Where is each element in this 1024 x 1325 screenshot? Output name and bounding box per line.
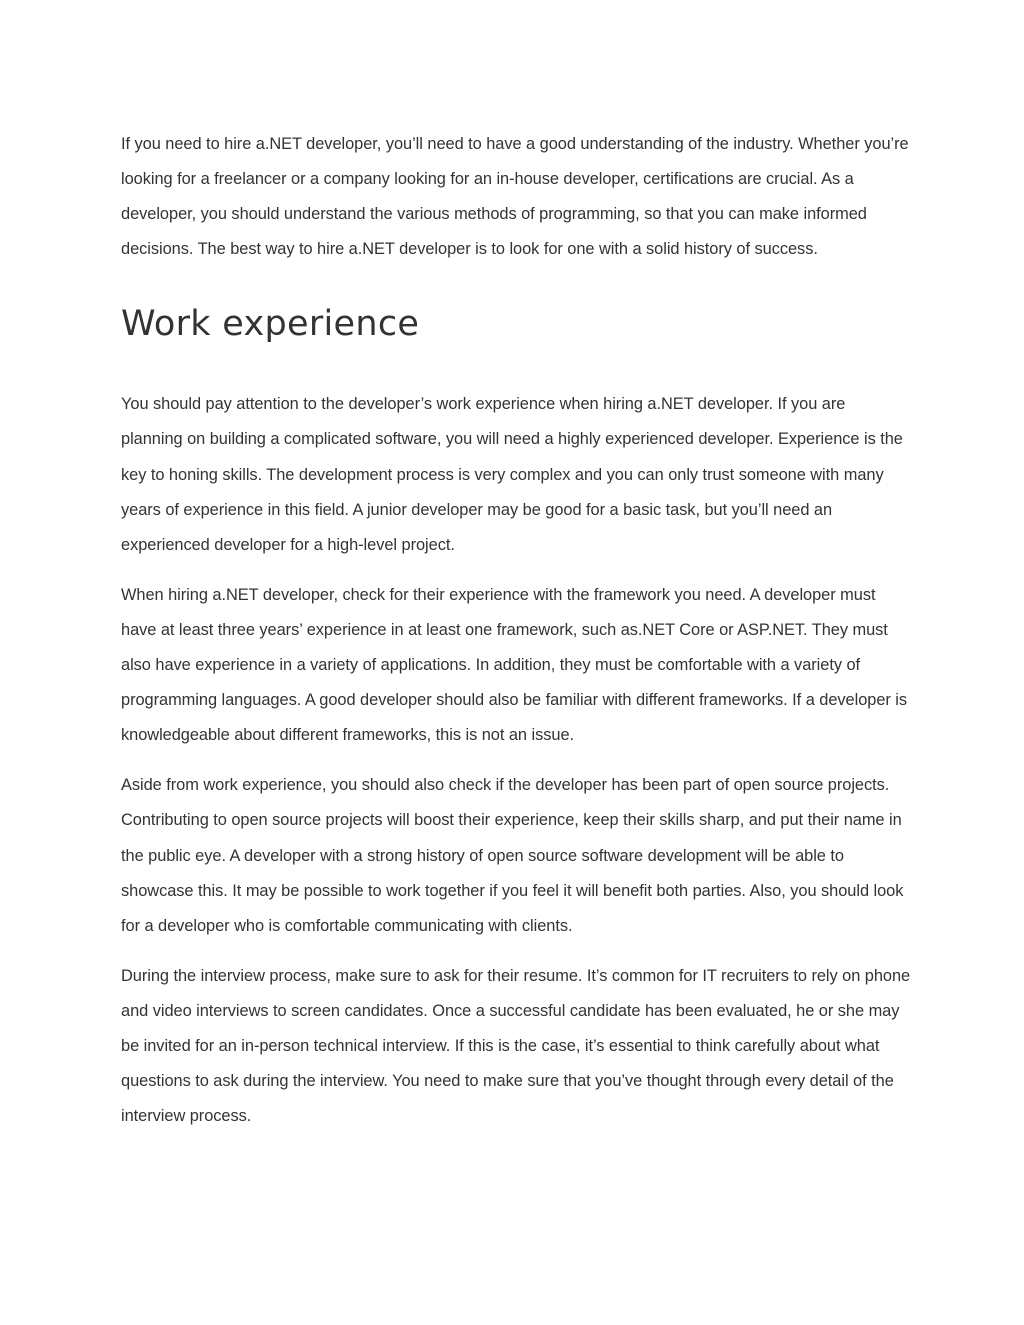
- document-page: [121, 127, 911, 1134]
- section-heading-work-experience: Work experience: [121, 304, 420, 345]
- body-paragraph: You should pay attention to the developer’s work experience when hiring a.NET developer. If you are planning on building a complicated software, you will need a highly experienced developer. Experience is the key to honing skills. The development process is very complex and you can only trust someone with many years of experience in this field. A junior developer may be good for a basic task, but you’ll need an experienced developer for a high-level project.: [121, 395, 903, 554]
- body-paragraph: During the interview process, make sure to ask for their resume. It’s common for IT recruiters to rely on phone and video interviews to screen candidates. Once a successful candidate has been evaluated, he or she may be invited for an in-person technical interview. If this is the case, it’s essential to think carefully about what questions to ask during the interview. You need to make sure that you’ve thought through every detail of the interview process.: [121, 966, 911, 1126]
- body-paragraph: Aside from work experience, you should also check if the developer has been part of open source projects. Contributing to open source projects will boost their experience, keep their skills sharp, and put their name in the public eye. A developer with a strong history of open source software development will be able to showcase this. It may be possible to work together if you feel it will benefit both parties. Also, you should look for a developer who is comfortable communicating with clients.: [121, 776, 904, 935]
- intro-paragraph: If you need to hire a.NET developer, you’ll need to have a good understanding of the industry. Whether you’re looking for a freelancer or a company looking for an in-house developer, certifications are crucial. As a developer, you should understand the various methods of programming, so that you can make informed decisions. The best way to hire a.NET developer is to look for one with a solid history of success.: [121, 135, 909, 259]
- body-paragraph: When hiring a.NET developer, check for their experience with the framework you need. A developer must have at least three years’ experience in at least one framework, such as.NET Core or ASP.NET. They must also have experience in a variety of applications. In addition, they must be comfortable with a variety of programming languages. A good developer should also be familiar with different frameworks. If a developer is knowledgeable about different frameworks, this is not an issue.: [121, 585, 908, 745]
